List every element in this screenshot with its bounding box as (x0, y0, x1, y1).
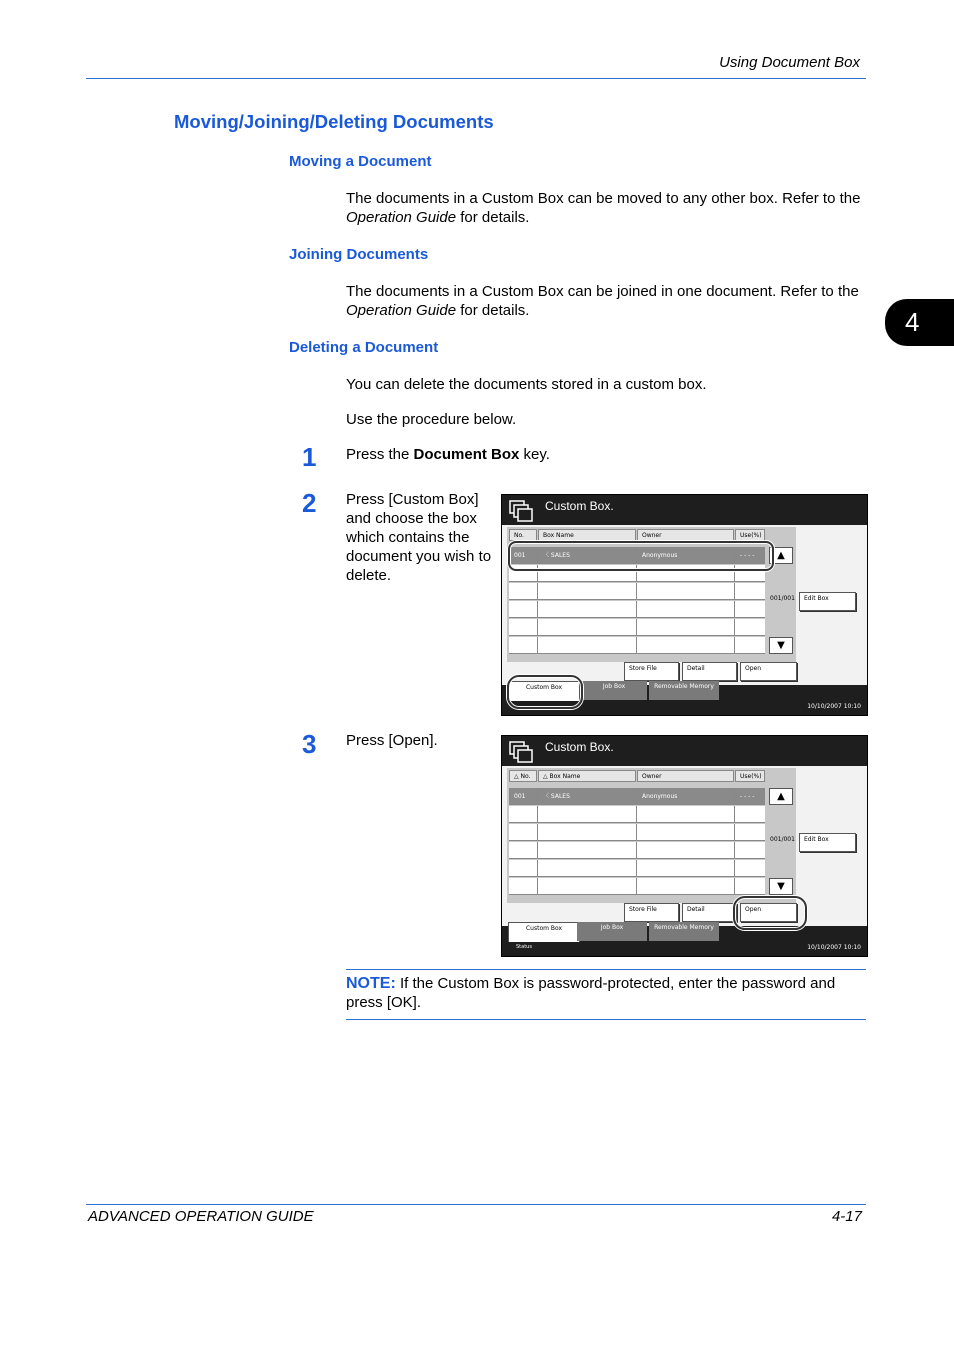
table-row[interactable] (509, 878, 765, 895)
screen-title-bar (502, 495, 867, 525)
scroll-up-button[interactable]: ▲ (769, 788, 793, 805)
page-indicator: 001/001 (770, 595, 795, 602)
box-list (507, 768, 796, 903)
store-file-button[interactable]: Store File (624, 903, 679, 922)
table-row[interactable] (509, 860, 765, 877)
row-owner: Anonymous (637, 788, 735, 805)
document-box-icon (508, 499, 536, 523)
col-owner[interactable]: Owner (637, 529, 734, 541)
col-no[interactable]: No. (509, 529, 537, 541)
row-use: - - - - (740, 793, 755, 800)
section-title: Moving/Joining/Deleting Documents (174, 111, 494, 132)
page-indicator: 001/001 (770, 836, 795, 843)
col-owner[interactable]: Owner (637, 770, 734, 782)
tab-removable-memory[interactable]: Removable Memory (649, 681, 719, 700)
step-number-1: 1 (302, 442, 317, 472)
page-number: 4-17 (831, 1208, 862, 1225)
moving-paragraph: The documents in a Custom Box can be moved to any other box. Refer to the Operation Guide for details. (346, 190, 861, 226)
scroll-up-button[interactable]: ▲ (769, 547, 793, 564)
document-box-icon (508, 740, 536, 764)
tab-removable-memory[interactable]: Removable Memory (649, 922, 719, 941)
note (346, 974, 866, 1012)
note-text: If the Custom Box is password-protected, enter the password and press [OK]. (346, 975, 836, 1011)
note-rule-bottom (346, 1019, 866, 1020)
scroll-down-button[interactable]: ▼ (769, 637, 793, 654)
step-1-text: Press the Document Box key. (346, 446, 550, 463)
col-no[interactable]: △ No. (509, 770, 537, 782)
screen-custom-box-2 (501, 735, 868, 957)
footer-rule (86, 1204, 866, 1205)
edit-box-button[interactable]: Edit Box (799, 592, 856, 611)
highlight-ring (508, 541, 774, 571)
status-button[interactable]: Status (516, 944, 532, 950)
col-box-name[interactable]: Box Name (538, 529, 636, 541)
note-rule-top (346, 969, 866, 970)
deleting-intro: You can delete the documents stored in a custom box. (346, 376, 707, 393)
open-button[interactable]: Open (740, 903, 797, 922)
row-name: 〈 SALES (538, 547, 637, 564)
tab-custom-box[interactable]: Custom Box (508, 922, 580, 942)
row-no: 001 (509, 547, 538, 564)
table-row[interactable] (509, 637, 765, 654)
table-row[interactable] (509, 583, 765, 600)
row-owner: Anonymous (637, 547, 735, 564)
step-number-2: 2 (302, 488, 317, 518)
deleting-title: Deleting a Document (289, 339, 439, 356)
date-time: 10/10/2007 10:10 (807, 703, 861, 710)
detail-button[interactable]: Detail (682, 903, 737, 922)
highlight-ring (733, 896, 807, 930)
screen-custom-box-1 (501, 494, 868, 716)
detail-button[interactable]: Detail (682, 662, 737, 681)
highlight-ring (507, 675, 583, 709)
deleting-procedure: Use the procedure below. (346, 411, 517, 428)
note-label: NOTE: (346, 975, 396, 992)
store-file-button[interactable]: Store File (624, 662, 679, 681)
running-header: Using Document Box (719, 54, 860, 71)
col-box-name[interactable]: △ Box Name (538, 770, 636, 782)
scroll-down-button[interactable]: ▼ (769, 878, 793, 895)
table-row[interactable] (509, 824, 765, 841)
row-no: 001 (509, 788, 538, 805)
screen-title: Custom Box. (545, 499, 614, 513)
table-row[interactable] (509, 842, 765, 859)
tab-job-box[interactable]: Job Box (577, 922, 647, 941)
open-button[interactable]: Open (740, 662, 797, 681)
moving-title: Moving a Document (289, 153, 432, 170)
table-row[interactable] (509, 788, 765, 805)
tab-job-box[interactable]: Job Box (581, 681, 647, 700)
step-number-3: 3 (302, 729, 317, 759)
row-name: 〈 SALES (538, 788, 637, 805)
footer-guide-title: ADVANCED OPERATION GUIDE (88, 1208, 314, 1225)
col-use[interactable]: Use(%) (735, 770, 765, 782)
table-row[interactable] (509, 601, 765, 618)
header-rule (86, 78, 866, 79)
tab-custom-box[interactable]: Custom Box (508, 681, 580, 701)
step-2-text: Press [Custom Box] and choose the box which contains the document you wish to delete. (346, 491, 492, 584)
screen-footer (502, 926, 867, 956)
table-row[interactable] (509, 619, 765, 636)
screen-title-bar (502, 736, 867, 766)
step-3-text: Press [Open]. (346, 732, 438, 749)
joining-paragraph: The documents in a Custom Box can be joined in one document. Refer to the Operation Guide for details. (346, 283, 859, 319)
date-time: 10/10/2007 10:10 (807, 944, 861, 951)
screen-title: Custom Box. (545, 740, 614, 754)
edit-box-button[interactable]: Edit Box (799, 833, 856, 852)
row-use: - - - - (740, 552, 755, 559)
col-use[interactable]: Use(%) (735, 529, 765, 541)
table-row[interactable] (509, 806, 765, 823)
chapter-tab: 4 (885, 299, 954, 346)
joining-title: Joining Documents (289, 246, 429, 263)
